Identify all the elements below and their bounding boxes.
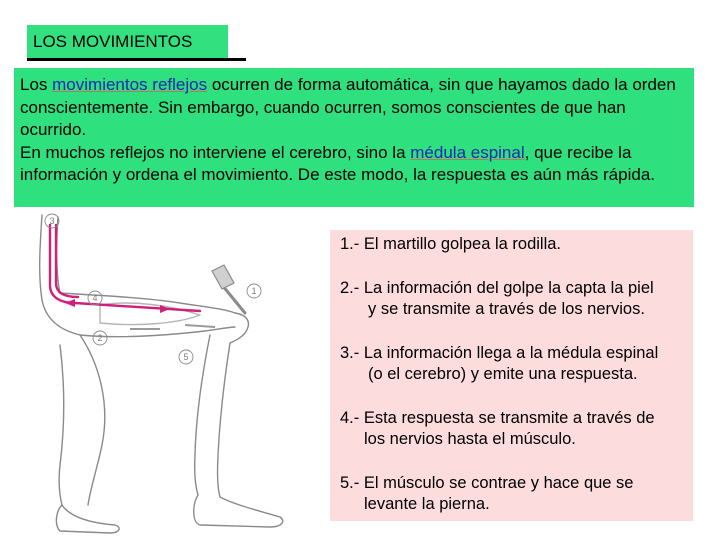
torso-outline bbox=[40, 215, 80, 335]
title-underline bbox=[27, 58, 246, 61]
step-3-line-2: (o el cerebro) y emite una respuesta. bbox=[368, 365, 638, 383]
nerve-pathway bbox=[50, 225, 200, 311]
highlight-movimientos-reflejos: movimientos reflejos bbox=[52, 75, 208, 94]
step-1 bbox=[340, 234, 687, 256]
intro-p2-before: En muchos reflejos no interviene el cerebro, sino la bbox=[20, 142, 411, 162]
reflex-hammer bbox=[212, 265, 245, 313]
intro-text-box bbox=[14, 68, 694, 207]
page-title-text: LOS MOVIMIENTOS bbox=[33, 32, 193, 51]
step-2-line-1: 2.- La información del golpe la capta la piel bbox=[340, 278, 654, 297]
step-2-line-2: y se transmite a través de los nervios. bbox=[368, 300, 645, 318]
step-1-text: 1.- El martillo golpea la rodilla. bbox=[340, 235, 562, 253]
intro-p2-after: , que recibe la información y ordena el movimiento. De este modo, la respuesta es aún más rápida. bbox=[20, 142, 655, 184]
label-2: 2 bbox=[97, 333, 103, 343]
label-1: 1 bbox=[251, 286, 257, 296]
step-5-line-1: 5.- El músculo se contrae y hace que se bbox=[340, 473, 634, 492]
signal-arrows bbox=[130, 325, 215, 329]
page-title bbox=[27, 25, 228, 58]
highlight-medula-espinal: médula espinal bbox=[410, 142, 525, 162]
step-3 bbox=[340, 343, 687, 386]
intro-paragraph-2 bbox=[20, 142, 690, 187]
step-4-line-2: los nervios hasta el músculo. bbox=[364, 430, 576, 448]
intro-paragraph-1 bbox=[20, 74, 690, 142]
step-5 bbox=[340, 473, 687, 516]
step-4-line-1: 4.- Esta respuesta se transmite a través de bbox=[340, 408, 655, 427]
reflex-arc-illustration bbox=[20, 205, 330, 535]
intro-p1-before: Los bbox=[20, 75, 53, 94]
label-5: 5 bbox=[183, 352, 189, 362]
step-4 bbox=[340, 408, 687, 451]
steps-box bbox=[330, 230, 693, 521]
step-5-line-2: levante la pierna. bbox=[364, 495, 490, 513]
step-2 bbox=[340, 278, 687, 321]
intro-p1-after: ocurren de forma automática, sin que hayamos dado la orden conscientemente. Sin embargo, cuando ocurren, somos conscientes de que han ocurrido. bbox=[20, 75, 676, 139]
label-4: 4 bbox=[92, 293, 98, 303]
label-3: 3 bbox=[49, 216, 55, 226]
step-3-line-1: 3.- La información llega a la médula espinal bbox=[340, 343, 659, 362]
